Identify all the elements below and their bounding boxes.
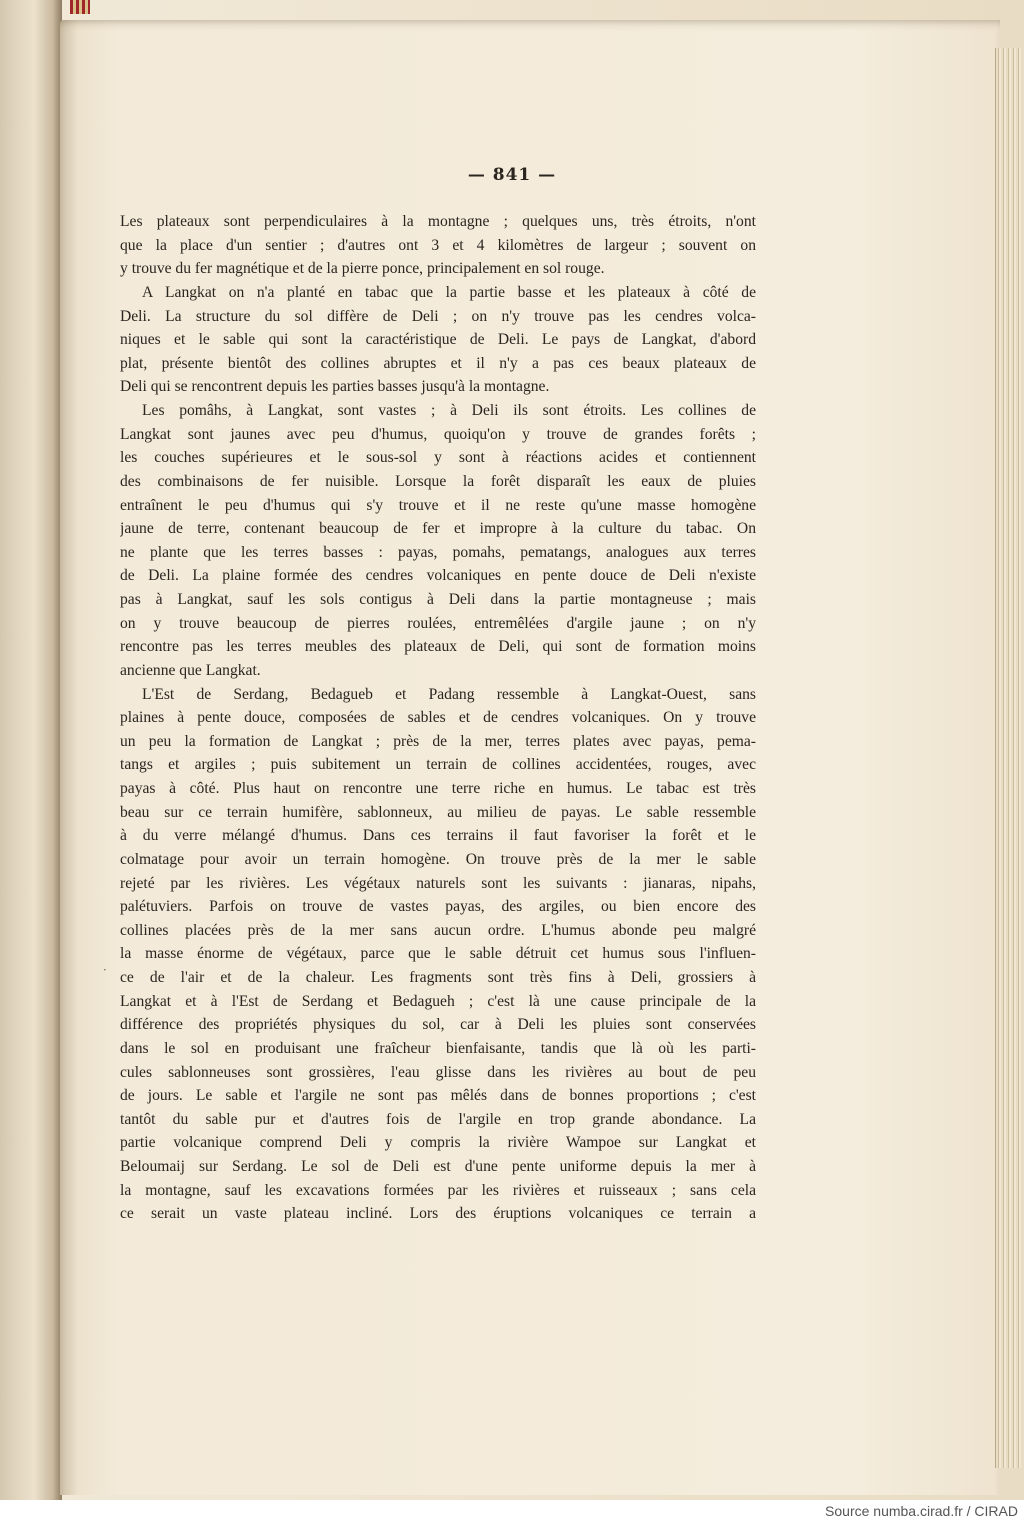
text-line: partie volcanique comprend Deli y compris la rivière Wampoe sur Langkat et	[120, 1134, 756, 1152]
text-line: des combinaisons de fer nuisible. Lorsque la forêt disparaît les eaux de pluies	[120, 472, 756, 490]
page-number: — 841 —	[467, 165, 557, 185]
text-line: Langkat et à l'Est de Serdang et Bedagueh ; c'est là une cause principale de la	[120, 992, 756, 1010]
text-line: la montagne, sauf les excavations formées par les rivières et ruisseaux ; sans cela	[120, 1181, 756, 1199]
text-line: niques et le sable qui sont la caractéristique de Deli. Le pays de Langkat, d'abord	[120, 331, 756, 349]
text-line: ancienne que Langkat.	[120, 661, 261, 679]
text-line: à du verre mélangé d'humus. Dans ces terrains il faut favoriser la forêt et le	[120, 827, 756, 845]
text-line: la masse énorme de végétaux, parce que le sable détruit cet humus sous l'influen-	[120, 945, 756, 963]
text-line: ce de l'air et de la chaleur. Les fragments sont très fins à Deli, grossiers à	[120, 969, 756, 986]
text-line: L'Est de Serdang, Bedagueb et Padang ressemble à Langkat-Ouest, sans	[142, 685, 756, 703]
page-stack-edges	[995, 48, 1022, 1468]
bookmark-ribbon	[70, 0, 90, 14]
body-text	[120, 210, 756, 1226]
text-line: colmatage pour avoir un terrain homogène. On trouve près de la mer le sable	[120, 850, 756, 868]
text-line: Deli qui se rencontrent depuis les parties basses jusqu'à la montagne.	[120, 378, 550, 396]
text-line: Beloumaij sur Serdang. Le sol de Deli est d'une pente uniforme depuis la mer à	[120, 1158, 756, 1175]
text-line: plaines à pente douce, composées de sables et de cendres volcaniques. On y trouve	[120, 709, 756, 727]
text-line: beau sur ce terrain humifère, sablonneux, au milieu de payas. Le sable ressemble	[120, 803, 756, 821]
source-credit[interactable]: Source numba.cirad.fr / CIRAD	[825, 1503, 1018, 1519]
text-line: payas à côté. Plus haut on rencontre une terre riche en humus. Le tabac est très	[120, 780, 756, 797]
footer-bar	[0, 1500, 1024, 1524]
text-line: les couches supérieures et le sous-sol y sont à réactions acides et contiennent	[120, 449, 756, 467]
text-line: différence des propriétés physiques du sol, car à Deli les pluies sont conservées	[120, 1016, 756, 1034]
text-line: plat, présente bientôt des collines abruptes et il n'y a pas ces beaux plateaux de	[120, 354, 756, 372]
text-line: Les pomâhs, à Langkat, sont vastes ; à Deli ils sont étroits. Les collines de	[142, 402, 756, 419]
text-line: ne plante que les terres basses : payas, pomahs, pematangs, analogues aux terres	[120, 543, 756, 561]
text-line: cules sablonneuses sont grossières, l'eau glisse dans les rivières au bout de peu	[120, 1063, 756, 1081]
text-line: jaune de terre, contenant beaucoup de fer et impropre à la culture du tabac. On	[120, 520, 756, 538]
text-line: un peu la formation de Langkat ; près de la mer, terres plates avec payas, pema-	[120, 732, 756, 750]
text-line: Langkat sont jaunes avec peu d'humus, quoiqu'on y trouve de grandes forêts ;	[120, 425, 756, 443]
text-line: tantôt du sable pur et d'autres fois de l'argile en trop grande abondance. La	[120, 1110, 756, 1128]
text-line: on y trouve beaucoup de pierres roulées, entremêlées d'argile jaune ; on n'y	[120, 614, 756, 632]
text-line: collines placées près de la mer sans aucun ordre. L'humus abonde peu malgré	[120, 921, 756, 939]
text-line: y trouve du fer magnétique et de la pierre ponce, principalement en sol rouge.	[120, 260, 605, 278]
text-line: ce serait un vaste plateau incliné. Lors des éruptions volcaniques ce terrain a	[120, 1205, 756, 1223]
margin-mark: ·	[103, 963, 107, 977]
text-line: tangs et argiles ; puis subitement un terrain de collines accidentées, rouges, avec	[120, 756, 756, 774]
text-line: rencontre pas les terres meubles des plateaux de Deli, qui sont de formation moins	[120, 638, 756, 656]
text-line: que la place d'un sentier ; d'autres ont 3 et 4 kilomètres de largeur ; souvent on	[120, 236, 756, 254]
text-line: entraînent le peu d'humus qui s'y trouve et il ne reste qu'une masse homogène	[120, 496, 756, 514]
text-line: dans le sol en produisant une fraîcheur bienfaisante, tandis que là où les parti-	[120, 1039, 756, 1057]
text-line: de jours. Le sable et l'argile ne sont pas mêlés dans de bonnes proportions ; c'est	[120, 1087, 756, 1105]
text-line: pas à Langkat, sauf les sols contigus à Deli dans la partie montagneuse ; mais	[120, 591, 756, 608]
text-line: A Langkat on n'a planté en tabac que la partie basse et les plateaux à côté de	[142, 283, 756, 301]
text-line: de Deli. La plaine formée des cendres volcaniques en pente douce de Deli n'existe	[120, 567, 756, 585]
text-line: Deli. La structure du sol diffère de Deli ; on n'y trouve pas les cendres volca-	[120, 307, 756, 325]
text-line: Les plateaux sont perpendiculaires à la montagne ; quelques uns, très étroits, n'ont	[120, 213, 756, 230]
facing-page-edge	[0, 0, 62, 1500]
text-line: rejeté par les rivières. Les végétaux naturels sont les suivants : jianaras, nipahs,	[120, 874, 756, 892]
text-line: palétuviers. Parfois on trouve de vastes payas, des argiles, ou bien encore des	[120, 898, 756, 916]
